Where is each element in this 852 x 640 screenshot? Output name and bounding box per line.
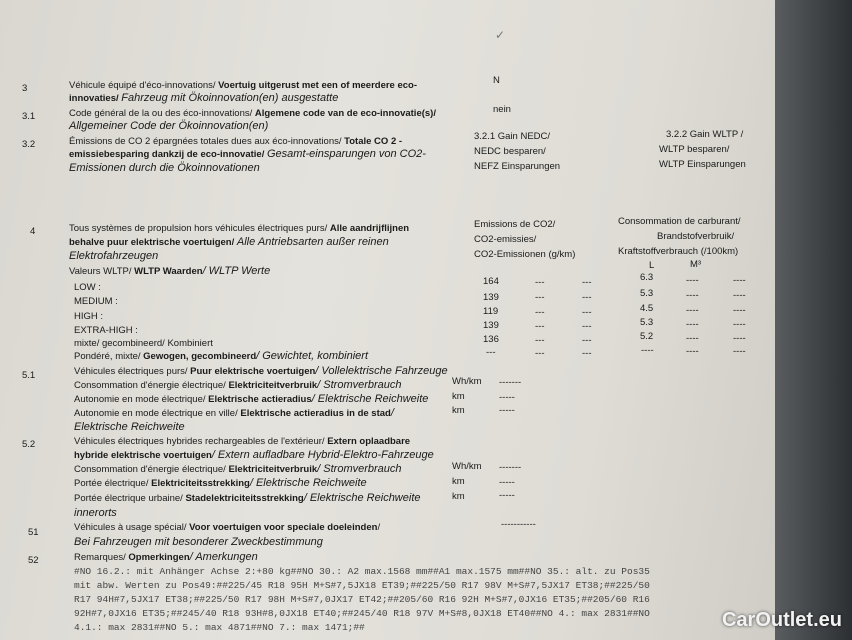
nedc-header: 3.2.1 Gain NEDC/ xyxy=(474,131,551,142)
row-5-1-line: Autonomie en mode électrique/ Elektrische actieradius/ Elektrische Reichweite xyxy=(74,393,429,405)
dash-cell: --- xyxy=(582,277,592,288)
unit: km xyxy=(452,491,465,502)
remarks-line: R17 94H#7,5JX17 ET38;##225/50 R17 98H M+S#7,0JX17 ET42;##205/60 R16 92H M+S#7,0JX16 ET35;##205/60 R16 xyxy=(74,594,650,605)
row-number: 5.2 xyxy=(22,439,36,450)
fuel-cons-header: Kraftstoffverbrauch (/100km) xyxy=(618,246,739,257)
unit: km xyxy=(452,391,465,402)
row-3-line-1: Véhicule équipé d'éco-innovations/ Voertuig uitgerust met een of meerdere eco- xyxy=(69,80,418,91)
row-3-2-line-2: emissiebesparing dankzij de eco-innovatie/ Gesamt-einsparungen von CO2- xyxy=(69,148,426,160)
background-edge xyxy=(775,0,852,640)
litre-value: 5.2 xyxy=(640,331,654,342)
dash-cell: --- xyxy=(535,307,545,318)
remarks-label: Remarques/ Opmerkingen/ Amerkungen xyxy=(74,551,258,563)
row-3-2-line-3: Emissionen durch die Ökoinnovationen xyxy=(69,162,260,174)
row-3-1-line-1: Code général de la ou des éco-innovations/ Algemene code van de eco-innovatie(s)/ xyxy=(69,108,436,119)
row-3-line-2: innovaties/ Fahrzeug mit Ökoinnovation(en) ausgestatte xyxy=(69,92,339,104)
dash-value: ----- xyxy=(499,392,515,403)
row-5-1-tail: Elektrische Reichweite xyxy=(74,421,185,433)
check-mark: ✓ xyxy=(495,28,506,42)
m3-value: ---- xyxy=(686,290,699,301)
dash-cell: --- xyxy=(535,292,545,303)
dash-cell: --- xyxy=(535,321,545,332)
row-4-line-3: Elektrofahrzeugen xyxy=(69,250,159,262)
value-row-label: MEDIUM : xyxy=(74,296,118,307)
litre-value: 5.3 xyxy=(640,317,654,328)
value-row-label: EXTRA-HIGH : xyxy=(74,325,138,336)
wltp-header: WLTP besparen/ xyxy=(659,144,730,155)
litre-value: 5.3 xyxy=(640,288,654,299)
m3-value: ---- xyxy=(733,275,746,286)
nedc-header: NEFZ Einsparungen xyxy=(474,161,561,172)
remarks-line: 4.1.: max 2831##NO 5.: max 4871##NO 7.: max 1471;## xyxy=(74,622,365,633)
row-4-line-2: behalve puur elektrische voertuigen/ Alle Antriebsarten außer reinen xyxy=(69,236,389,248)
row-number: 4 xyxy=(30,226,36,237)
m3-value: ---- xyxy=(733,290,746,301)
m3-value: ---- xyxy=(686,305,699,316)
dash-cell: --- xyxy=(582,335,592,346)
dash-value: ----- xyxy=(499,490,515,501)
dash-cell: --- xyxy=(582,292,592,303)
row-3-1-line-2: Allgemeiner Code der Ökoinnovation(en) xyxy=(69,120,269,132)
dash-cell: --- xyxy=(582,348,592,359)
row-number: 51 xyxy=(28,527,39,538)
unit: Wh/km xyxy=(452,376,482,387)
co2-value: 139 xyxy=(483,292,499,303)
row-5-1-line: Autonomie en mode électrique en ville/ Elektrische actieradius in de stad/ xyxy=(74,407,394,419)
fuel-cons-header: Brandstofverbruik/ xyxy=(657,231,735,242)
row-5-2-tail: innerorts xyxy=(74,507,117,519)
unit-litre: L xyxy=(649,260,655,271)
co2-value: 164 xyxy=(483,276,499,287)
dash-value: ----- xyxy=(499,477,515,488)
wltp-header: 3.2.2 Gain WLTP / xyxy=(666,129,744,140)
row-number: 5.1 xyxy=(22,370,36,381)
row-5-2-title: Véhicules électriques hybrides rechargeables de l'extérieur/ Extern oplaadbare xyxy=(74,436,411,447)
row-4-line-1: Tous systèmes de propulsion hors véhicules électriques purs/ Alle aandrijflijnen xyxy=(69,223,410,234)
row-number: 3.2 xyxy=(22,139,36,150)
row-5-2-line: Portée électrique urbaine/ Stadelektriciteitsstrekking/ Elektrische Reichweite xyxy=(74,492,421,504)
co2-value: 136 xyxy=(483,334,499,345)
remarks-line: mit abw. Werten zu Pos49:##225/45 R18 95H M+S#7,5JX18 ET39;##225/50 R17 98V M+S#7,5JX17 ET38;##225/50 xyxy=(74,580,650,591)
row-5-2-line: Consommation d'énergie électrique/ Elektriciteitverbruik/ Stromverbrauch xyxy=(74,463,402,475)
wltp-header: WLTP Einsparungen xyxy=(659,159,746,170)
co2-value: 119 xyxy=(483,306,499,317)
weighted-label: Pondéré, mixte/ Gewogen, gecombineerd/ Gewichtet, kombiniert xyxy=(74,350,369,362)
dash-cell: --- xyxy=(535,335,545,346)
unit: km xyxy=(452,476,465,487)
m3-value: ---- xyxy=(686,319,699,330)
dash-cell: --- xyxy=(535,277,545,288)
row-51-line-2: Bei Fahrzeugen mit besonderer Zweckbestimmung xyxy=(74,536,323,548)
litre-value: 4.5 xyxy=(640,303,654,314)
co2-header: CO2-emissies/ xyxy=(474,234,537,245)
row-5-1-title: Véhicules électriques purs/ Puur elektrische voertuigen/ Vollelektrische Fahrzeuge xyxy=(74,365,448,377)
row-number: 3.1 xyxy=(22,111,36,122)
co2-value: --- xyxy=(486,347,496,358)
watermark-logo: CarOutlet.eu xyxy=(721,609,842,631)
unit: Wh/km xyxy=(452,461,482,472)
dash-cell: --- xyxy=(582,321,592,332)
litre-value: 6.3 xyxy=(640,272,654,283)
row-51-line-1: Véhicules à usage spécial/ Voor voertuigen voor speciale doeleinden/ xyxy=(74,522,381,533)
row-5-2-line: Portée électrique/ Elektriciteitsstrekking/ Elektrische Reichweite xyxy=(74,477,367,489)
m3-value: ---- xyxy=(686,346,699,357)
co2-value: 139 xyxy=(483,320,499,331)
value-row-label: mixte/ gecombineerd/ Kombiniert xyxy=(74,338,213,349)
row-number: 52 xyxy=(28,555,39,566)
dash-value: ------- xyxy=(499,462,522,473)
m3-value: ---- xyxy=(733,305,746,316)
m3-value: ---- xyxy=(686,333,699,344)
dash-value: ------- xyxy=(499,377,522,388)
row-5-2-title-2: hybride elektrische voertuigen/ Extern aufladbare Hybrid-Elektro-Fahrzeuge xyxy=(74,449,434,461)
co2-header: Emissions de CO2/ xyxy=(474,219,556,230)
m3-value: ---- xyxy=(733,346,746,357)
dash-cell: --- xyxy=(535,348,545,359)
unit: km xyxy=(452,405,465,416)
nedc-header: NEDC besparen/ xyxy=(474,146,546,157)
row-3-1-value: nein xyxy=(493,104,511,115)
fuel-cons-header: Consommation de carburant/ xyxy=(618,216,741,227)
value-row-label: HIGH : xyxy=(74,311,104,322)
wltp-values-label: Valeurs WLTP/ WLTP Waarden/ WLTP Werte xyxy=(69,265,271,277)
row-3-value: N xyxy=(493,75,500,86)
m3-value: ---- xyxy=(686,275,699,286)
m3-value: ---- xyxy=(733,319,746,330)
dash-value: ----- xyxy=(499,405,515,416)
value-row-label: LOW : xyxy=(74,282,101,293)
unit-m3: M³ xyxy=(690,259,702,270)
m3-value: ---- xyxy=(733,333,746,344)
remarks-line: 92H#7,0JX16 ET35;##245/40 R18 93H#8,0JX18 ET40;##245/40 R18 97V M+S#8,0JX18 ET40##NO 4.: max 2831##NO xyxy=(74,608,650,619)
co2-header: CO2-Emissionen (g/km) xyxy=(474,249,576,260)
remarks-line: #NO 16.2.: mit Anhänger Achse 2:+80 kg##NO 30.: A2 max.1568 mm##A1 max.1575 mm##NO 35.: alt. zu Pos35 xyxy=(74,566,650,577)
row-number: 3 xyxy=(22,83,28,94)
dash-value: ----------- xyxy=(501,519,536,530)
dash-cell: --- xyxy=(582,307,592,318)
row-5-1-line: Consommation d'énergie électrique/ Elektriciteitverbruik/ Stromverbrauch xyxy=(74,379,402,391)
litre-value: ---- xyxy=(641,345,654,356)
row-3-2-line-1: Émissions de CO 2 épargnées totales dues aux éco-innovations/ Totale CO 2 - xyxy=(69,136,403,147)
